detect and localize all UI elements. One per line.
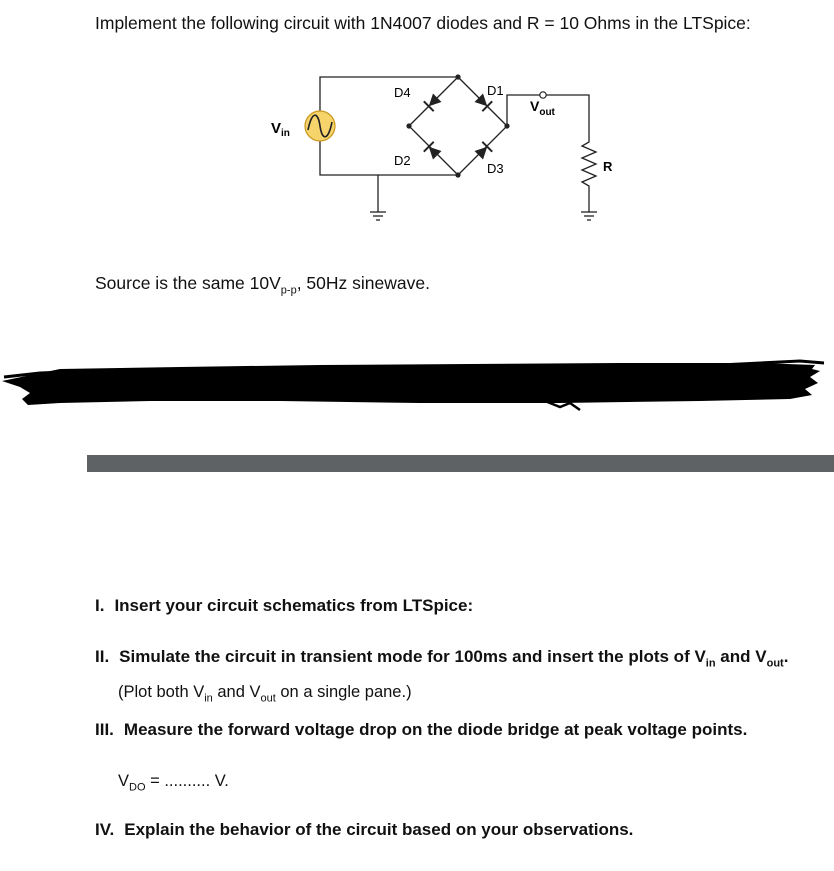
d1-label: D1 — [487, 83, 504, 98]
question-4: IV. Explain the behavior of the circuit based on your observations. — [95, 820, 634, 839]
resistor-r — [582, 135, 596, 190]
question-3: III. Measure the forward voltage drop on the diode bridge at peak voltage points. — [95, 720, 748, 739]
d4-label: D4 — [394, 85, 411, 100]
question-1: I. Insert your circuit schematics from LTSpice: — [95, 596, 474, 615]
d3-label: D3 — [487, 161, 504, 176]
vin-label: V — [271, 120, 282, 137]
vdo-answer-line: $V_{DO}$ = .......... V. — [118, 772, 229, 794]
r-label: R — [603, 159, 613, 174]
d2-label: D2 — [394, 153, 411, 168]
question-2: II. Simulate the circuit in transient mode for 100ms and insert the plots of $V_{in}$ and $V_{out}$. — [95, 647, 789, 670]
intro-text: Implement the following circuit with 1N4007 diodes and R = 10 Ohms in the LTSpice: — [95, 13, 751, 33]
ground-symbol-right — [581, 212, 597, 220]
redaction-scribble — [0, 355, 834, 425]
question-2-note: (Plot both $V_{in}$ and $V_{out}$ on a single pane.) — [118, 683, 412, 705]
ground-symbol-left — [370, 212, 386, 220]
vout-label: V — [530, 98, 540, 114]
vout-node — [540, 92, 546, 98]
diode-d3 — [474, 142, 492, 160]
bridge-rectifier-schematic — [0, 0, 834, 260]
ac-source — [305, 111, 335, 141]
svg-text:Vin: $V_{in}$ — [271, 120, 290, 139]
svg-text:Vout: $V_{out}$ — [530, 98, 555, 118]
diode-d2 — [424, 142, 442, 160]
source-description: Source is the same $10V_{p-p}$, 50Hz sinewave. — [95, 273, 430, 297]
divider-bar — [87, 455, 834, 472]
